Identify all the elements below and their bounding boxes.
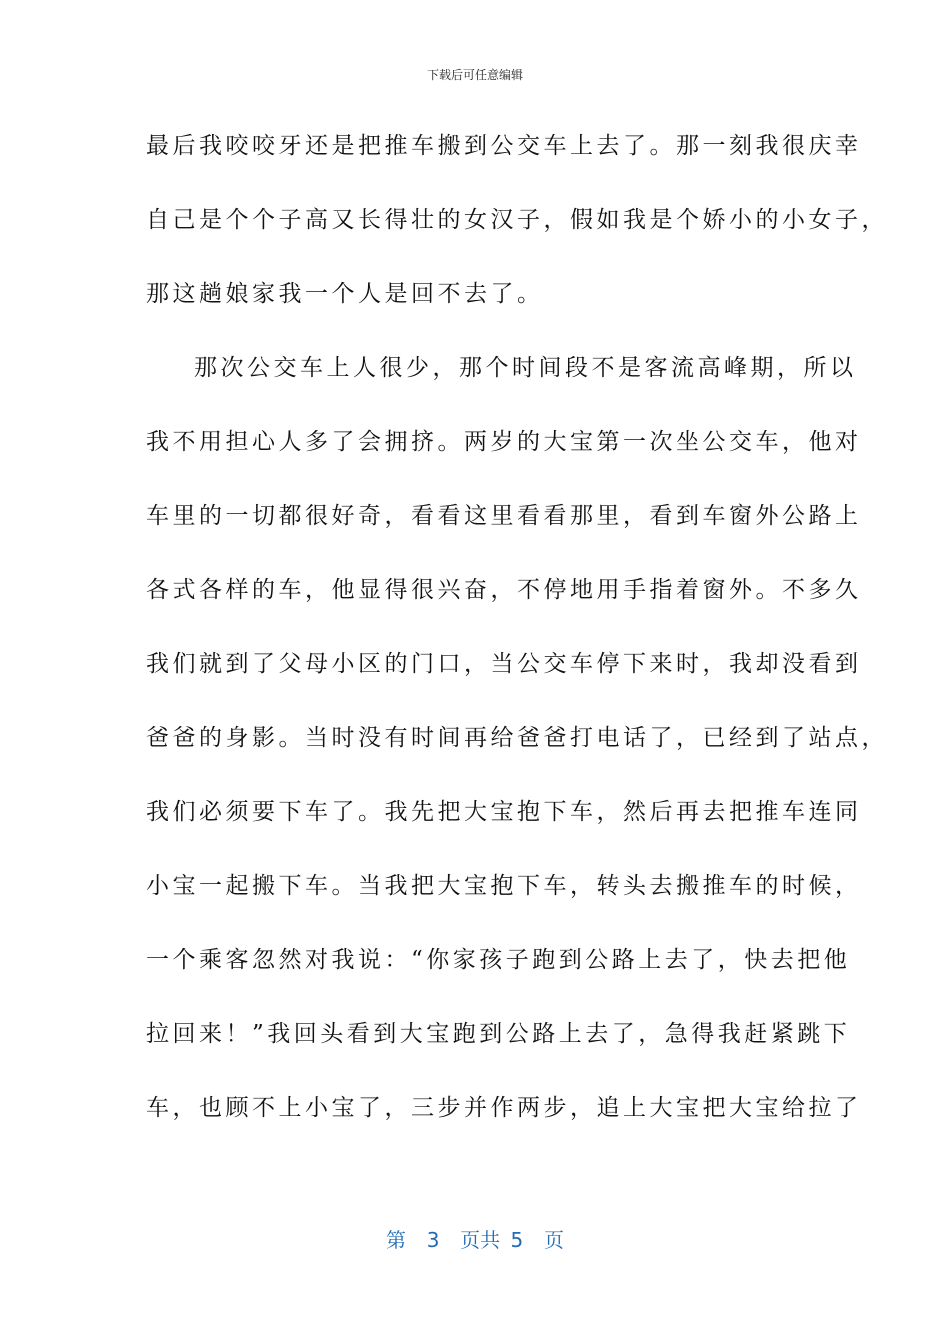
text-line: 我们必须要下车了。我先把大宝抱下车，然后再去把推车连同 xyxy=(146,799,862,825)
text-line: 那这趟娘家我一个人是回不去了。 xyxy=(146,281,544,307)
page-header-note: 下载后可任意编辑 xyxy=(426,68,523,82)
text-line: 车里的一切都很好奇，看看这里看看那里，看到车窗外公路上 xyxy=(146,503,862,529)
page-number-footer xyxy=(0,1224,950,1253)
text-line: 自己是个个子高又长得壮的女汉子，假如我是个娇小的小女子， xyxy=(146,207,888,233)
text-line: 一个乘客忽然对我说：“你家孩子跑到公路上去了，快去把他 xyxy=(146,947,851,973)
text-line: 车，也顾不上小宝了，三步并作两步，追上大宝把大宝给拉了 xyxy=(146,1095,862,1121)
text-line: 最后我咬咬牙还是把推车搬到公交车上去了。那一刻我很庆幸 xyxy=(146,133,862,159)
text-line: 我不用担心人多了会拥挤。两岁的大宝第一次坐公交车，他对 xyxy=(146,429,862,455)
text-line: 各式各样的车，他显得很兴奋，不停地用手指着窗外。不多久 xyxy=(146,577,862,603)
document-body xyxy=(146,124,888,1160)
page-number-text: 第 3 页共 5 页 xyxy=(386,1228,564,1252)
text-line: 爸爸的身影。当时没有时间再给爸爸打电话了，已经到了站点， xyxy=(146,725,888,751)
text-line: 拉回来！”我回头看到大宝跑到公路上去了，急得我赶紧跳下 xyxy=(146,1021,851,1047)
text-line: 我们就到了父母小区的门口，当公交车停下来时，我却没看到 xyxy=(146,651,862,677)
text-line: 小宝一起搬下车。当我把大宝抱下车，转头去搬推车的时候， xyxy=(146,873,862,899)
text-line-paragraph-start: 那次公交车上人很少，那个时间段不是客流高峰期，所以 xyxy=(194,355,857,381)
